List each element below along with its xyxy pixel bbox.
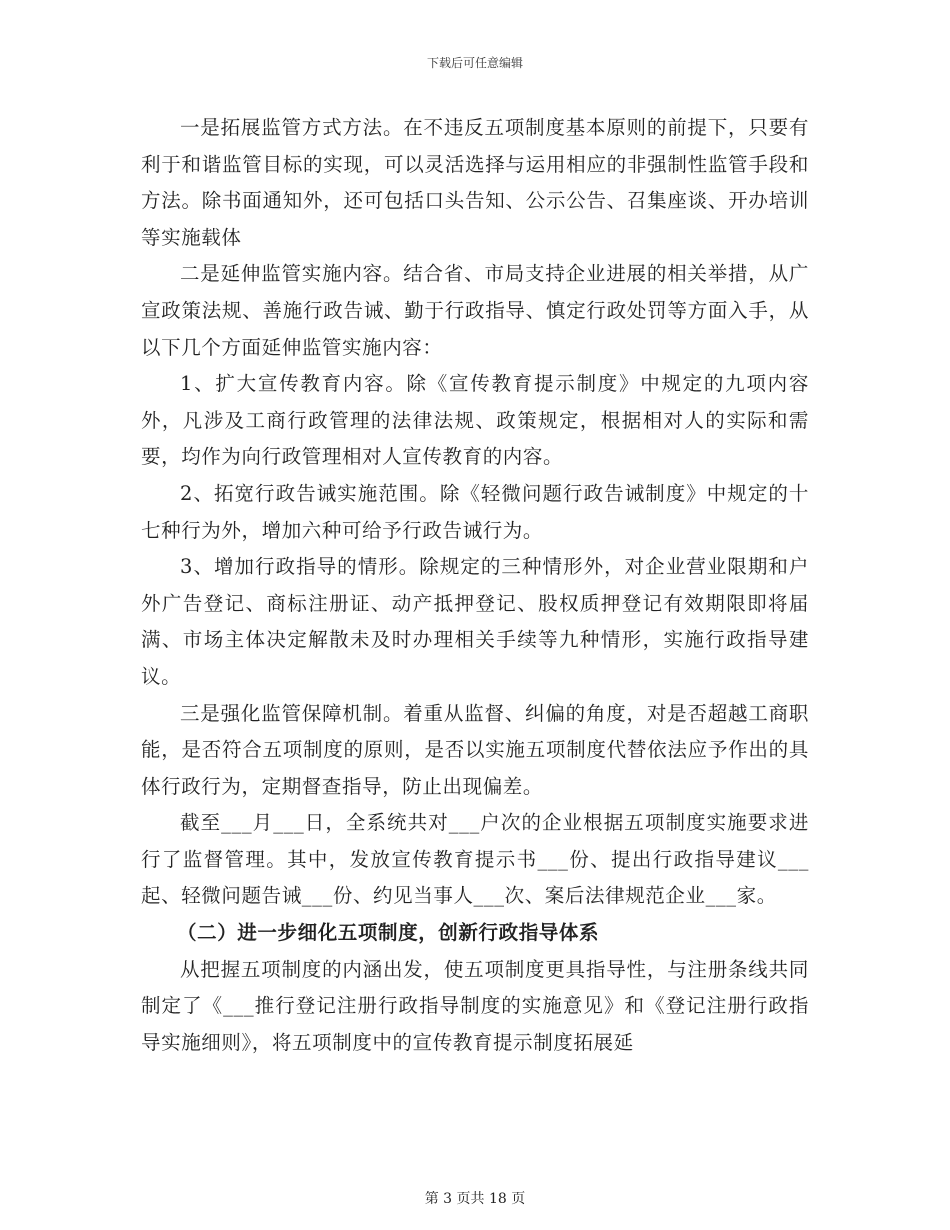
- paragraph-item-1: 1、扩大宣传教育内容。除《宣传教育提示制度》中规定的九项内容外，凡涉及工商行政管理的法律法规、政策规定，根据相对人的实际和需要，均作为向行政管理相对人宣传教育的内容。: [141, 372, 809, 469]
- paragraph-statistics: 截至___月___日，全系统共对___户次的企业根据五项制度实施要求进行了监督管理。其中，发放宣传教育提示书___份、提出行政指导建议___起、轻微问题告诫___份、约见当事人___次、案后法律规范企业___家。: [141, 811, 809, 908]
- page-header: 下载后可任意编辑: [426, 56, 523, 70]
- page-footer: 第 3 页共 18 页: [424, 1191, 526, 1207]
- document-body: [141, 110, 809, 1061]
- paragraph-strengthen-mechanism: 三是强化监管保障机制。着重从监督、纠偏的角度，对是否超越工商职能，是否符合五项制度的原则，是否以实施五项制度代替依法应予作出的具体行政行为，定期督查指导，防止出现偏差。: [141, 701, 809, 798]
- paragraph-extend-content: 二是延伸监管实施内容。结合省、市局支持企业进展的相关举措，从广宣政策法规、善施行政告诫、勤于行政指导、慎定行政处罚等方面入手，从以下几个方面延伸监管实施内容：: [141, 262, 809, 359]
- paragraph-item-3: 3、增加行政指导的情形。除规定的三种情形外，对企业营业限期和户外广告登记、商标注册证、动产抵押登记、股权质押登记有效期限即将届满、市场主体决定解散未及时办理相关手续等九种情形，实施行政指导建议。: [141, 555, 809, 688]
- paragraph-closing: 从把握五项制度的内涵出发，使五项制度更具指导性，与注册条线共同制定了《___推行登记注册行政指导制度的实施意见》和《登记注册行政指导实施细则》，将五项制度中的宣传教育提示制度拓展延: [141, 957, 809, 1054]
- section-heading: （二）进一步细化五项制度，创新行政指导体系: [177, 921, 600, 945]
- paragraph-item-2: 2、拓宽行政告诫实施范围。除《轻微问题行政告诫制度》中规定的十七种行为外，增加六种可给予行政告诫行为。: [141, 481, 809, 542]
- paragraph-expand-methods: 一是拓展监管方式方法。在不违反五项制度基本原则的前提下，只要有利于和谐监管目标的实现，可以灵活选择与运用相应的非强制性监管手段和方法。除书面通知外，还可包括口头告知、公示公告、召集座谈、开办培训等实施载体: [141, 116, 809, 249]
